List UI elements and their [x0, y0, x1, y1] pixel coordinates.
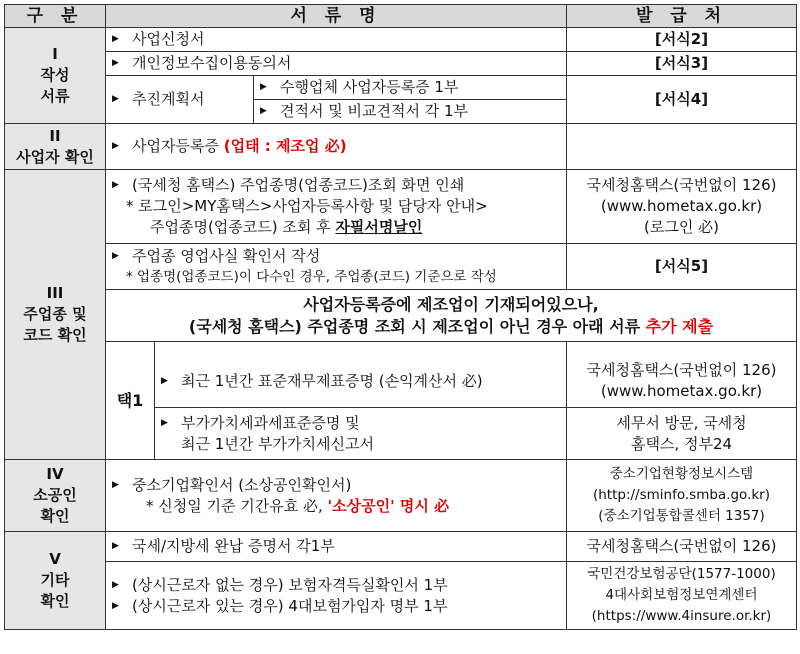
sec5-row1: [5, 532, 797, 562]
sec3-opt2-issuer: 세무서 방문, 국세청 홈택스, 정부24: [567, 408, 797, 460]
bullet-icon: ▶: [260, 82, 267, 92]
sec1-issuer1: [서식2]: [567, 28, 797, 52]
sec1-issuer2: [서식3]: [567, 52, 797, 76]
header-issuer: 발 급 처: [567, 5, 797, 28]
sec4-row: [5, 460, 797, 532]
sec4-item: ▶ 중소기업확인서 (소상공인확인서) * 신청일 기준 기간유효 必, '소상공인' 명시 必: [106, 460, 567, 532]
sec2-category: II 사업자 확인: [5, 124, 106, 170]
sec1-row1: [5, 28, 797, 52]
sec2-row: [5, 124, 797, 170]
sec2-item: ▶ 사업자등록증 (업태 : 제조업 必): [106, 124, 567, 170]
bullet-icon: ▶: [161, 375, 168, 386]
sec3-notice-row: [5, 290, 797, 342]
bullet-icon: ▶: [161, 417, 168, 428]
sec5-row2: [5, 562, 797, 630]
sec5-item1: ▶ 국세/지방세 완납 증명서 각1부: [106, 532, 567, 562]
sec3-notice: 사업자등록증에 제조업이 기재되어있으나, (국세청 홈택스) 주업종명 조회 시 제조업이 아닌 경우 아래 서류 추가 제출: [106, 290, 797, 342]
sec3-row2: [5, 244, 797, 290]
bullet-icon: ▶: [112, 141, 119, 151]
sec1-item2: ▶ 개인정보수집이용동의서: [106, 52, 567, 76]
sec3-item1: ▶ (국세청 홈택스) 주업종명(업종코드)조회 화면 인쇄 * 로그인>MY홈택스>사업자등록사항 및 담당자 안내> 주업종명(업종코드) 조회 후 자필서명날인: [106, 170, 567, 244]
sec4-category: IV 소공인 확인: [5, 460, 106, 532]
sec3-item2: ▶ 주업종 영업사실 확인서 작성 * 업종명(업종코드)이 다수인 경우, 주업종(코드) 기준으로 작성: [106, 244, 567, 290]
sec3-signature-note: 자필서명날인: [335, 218, 423, 236]
sec1-row2: [5, 52, 797, 76]
sec3-spacer-row: [5, 342, 797, 356]
bullet-icon: ▶: [260, 106, 267, 116]
sec3-opt1-issuer: 국세청홈택스(국번없이 126) (www.hometax.go.kr): [567, 356, 797, 408]
sec2-note: (업태 : 제조업 必): [223, 137, 347, 155]
sec3-category: III 주업종 및 코드 확인: [5, 170, 106, 460]
bullet-icon: ▶: [112, 579, 119, 590]
sec3-issuer2: [서식5]: [567, 244, 797, 290]
bullet-icon: ▶: [112, 94, 119, 104]
sec2-issuer: [567, 124, 797, 170]
sec1-issuer3: [서식4]: [567, 76, 797, 124]
sec1-item1: ▶ 사업신청서: [106, 28, 567, 52]
header-category: 구 분: [5, 5, 106, 28]
bullet-icon: ▶: [112, 250, 119, 261]
sec1-sub1: ▶ 수행업체 사업자등록증 1부: [254, 76, 567, 100]
header-row: [5, 5, 797, 28]
sec1-row3a: [5, 76, 797, 100]
sec5-issuer1: 국세청홈택스(국번없이 126): [567, 532, 797, 562]
bullet-icon: ▶: [112, 541, 119, 551]
bullet-icon: ▶: [112, 34, 119, 44]
sec5-issuer2: 국민건강보험공단(1577-1000) 4대사회보험정보연계센터 (https://www.4insure.or.kr): [567, 562, 797, 630]
sec4-issuer: 중소기업현황정보시스템 (http://sminfo.smba.go.kr) (중소기업통합콜센터 1357): [567, 460, 797, 532]
sec1-category: I 작성 서류: [5, 28, 106, 124]
sec5-category: V 기타 확인: [5, 532, 106, 630]
bullet-icon: ▶: [112, 180, 119, 190]
bullet-icon: ▶: [112, 479, 119, 490]
bullet-icon: ▶: [112, 600, 119, 611]
sec1-item3: ▶ 추진계획서: [106, 76, 254, 124]
sec3-row1: [5, 170, 797, 244]
header-document: 서 류 명: [106, 5, 567, 28]
sec5-item2: ▶ (상시근로자 없는 경우) 보험자격득실확인서 1부 ▶ (상시근로자 있는 경우) 4대보험가입자 명부 1부: [106, 562, 567, 630]
sec3-issuer1: 국세청홈택스(국번없이 126) (www.hometax.go.kr) (로그인 必): [567, 170, 797, 244]
sec3-opt2: ▶ 부가가치세과세표준증명 및 최근 1년간 부가가치세신고서: [155, 408, 567, 460]
document-table: [4, 4, 797, 630]
sec3-opt1: ▶ 최근 1년간 표준재무제표증명 (손익계산서 必): [155, 356, 567, 408]
sec1-sub2: ▶ 견적서 및 비교견적서 각 1부: [254, 100, 567, 124]
bullet-icon: ▶: [112, 58, 119, 68]
sec3-pick-label: 택1: [106, 342, 155, 460]
